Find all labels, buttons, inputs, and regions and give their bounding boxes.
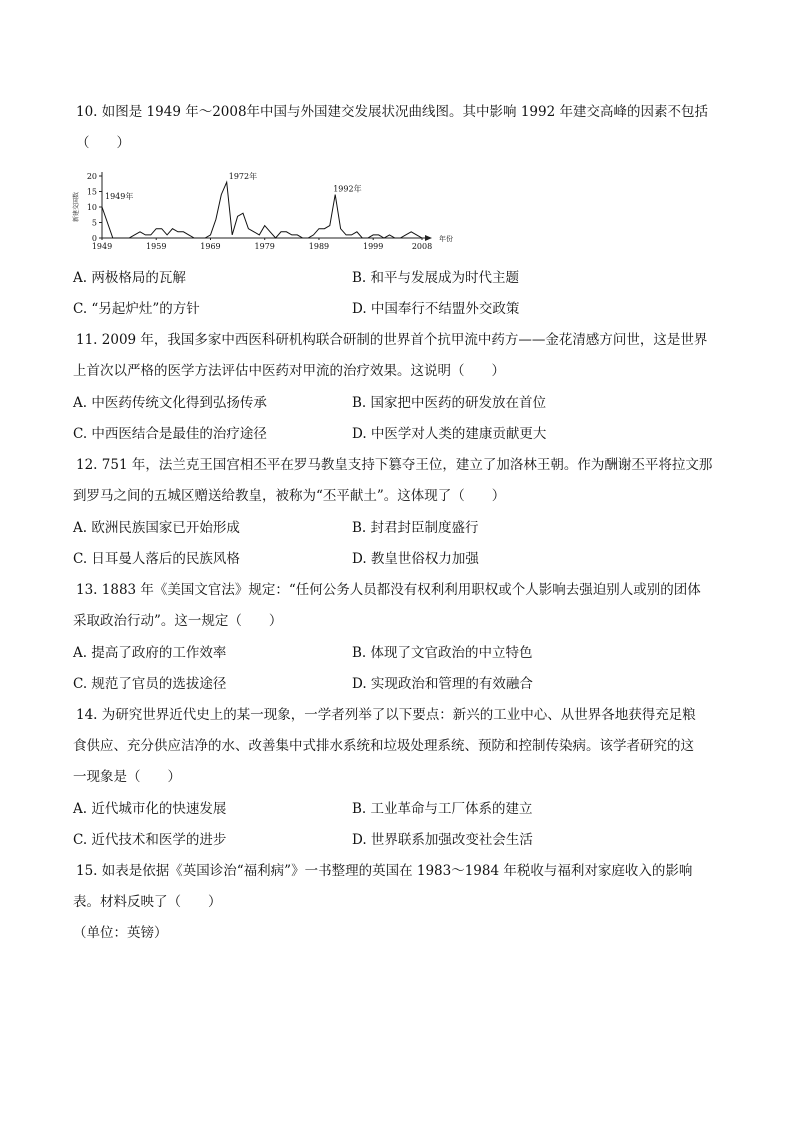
q10-option-c[interactable]: C. “另起炉灶”的方针: [73, 301, 200, 317]
q10-stem-line1: 10. 如图是 1949 年～2008年中国与外国建交发展状况曲线图。其中影响 1992 年建交高峰的因素不包括: [76, 104, 708, 120]
q12-stem-line1: 12. 751 年，法兰克王国宫相丕平在罗马教皇支持下篡夺王位，建立了加洛林王朝。作为酬谢丕平将拉文那: [76, 457, 713, 473]
x-tick-label: 2008: [411, 242, 433, 251]
q11-option-b[interactable]: B. 国家把中医药的研发放在首位: [352, 395, 547, 411]
y-tick-label: 10: [86, 203, 97, 212]
peak-annotation: 1972年: [228, 172, 258, 182]
q13-stem-line2: 采取政治行动”。这一规定（ ）: [73, 613, 283, 629]
q11-stem-line2: 上首次以严格的医学方法评估中医药对甲流的治疗效果。这说明（ ）: [73, 363, 505, 379]
q15-stem-line1: 15. 如表是依据《英国诊治“福利病”》一书整理的英国在 1983～1984 年税收与福利对家庭收入的影响: [76, 863, 693, 879]
q14-stem-line1: 14. 为研究世界近代史上的某一现象，一学者列举了以下要点：新兴的工业中心、从世界各地获得充足粮: [76, 707, 696, 723]
y-tick-label: 5: [91, 218, 97, 228]
y-tick-label: 0: [91, 234, 97, 243]
diplomacy-line-chart: [70, 168, 460, 258]
q12-stem-line2: 到罗马之间的五城区赠送给教皇，被称为“丕平献土”。这体现了（ ）: [73, 488, 506, 504]
x-axis-label: 年份: [439, 235, 453, 243]
q14-option-c[interactable]: C. 近代技术和医学的进步: [73, 832, 227, 848]
q14-option-b[interactable]: B. 工业革命与工厂体系的建立: [352, 801, 533, 817]
q13-option-a[interactable]: A. 提高了政府的工作效率: [73, 645, 227, 661]
q11-option-c[interactable]: C. 中西医结合是最佳的治疗途径: [73, 426, 267, 442]
q12-option-a[interactable]: A. 欧洲民族国家已开始形成: [73, 520, 240, 536]
q15-unit-note: （单位：英镑）: [73, 925, 168, 941]
q11-option-d[interactable]: D. 中医学对人类的建康贡献更大: [352, 426, 547, 442]
q10-option-b[interactable]: B. 和平与发展成为时代主题: [352, 270, 520, 286]
q14-option-a[interactable]: A. 近代城市化的快速发展: [73, 801, 227, 817]
x-tick-label: 1989: [308, 242, 330, 251]
q10-option-d[interactable]: D. 中国奉行不结盟外交政策: [352, 301, 520, 317]
peak-annotation: 1992年: [333, 184, 362, 194]
x-axis-arrow: [425, 235, 432, 241]
y-tick-label: 15: [86, 187, 97, 197]
q11-option-a[interactable]: A. 中医药传统文化得到弘扬传承: [73, 395, 267, 411]
x-tick-label: 1969: [200, 242, 221, 251]
q15-stem-line2: 表。材料反映了（ ）: [73, 894, 222, 910]
q13-option-b[interactable]: B. 体现了文官政治的中立特色: [352, 645, 533, 661]
q14-stem-line3: 一现象是（ ）: [73, 769, 181, 785]
q12-option-b[interactable]: B. 封君封臣制度盛行: [352, 520, 479, 536]
y-tick-label: 20: [86, 172, 97, 181]
peak-annotation: 1949年: [105, 192, 134, 201]
x-tick-label: 1979: [254, 242, 275, 251]
q14-option-d[interactable]: D. 世界联系加强改变社会生活: [352, 832, 533, 848]
q11-stem-line1: 11. 2009 年，我国多家中西医科研机构联合研制的世界首个抗甲流中药方——金花清感方问世，这是世界: [76, 332, 708, 348]
series-line: [102, 182, 422, 238]
q13-option-c[interactable]: C. 规范了官员的选拔途径: [73, 676, 227, 692]
x-tick-label: 1959: [146, 242, 167, 251]
q10-option-a[interactable]: A. 两极格局的瓦解: [73, 270, 186, 286]
q14-stem-line2: 食供应、充分供应洁净的水、改善集中式排水系统和垃圾处理系统、预防和控制传染病。该学者研究的这: [73, 738, 694, 754]
q10-stem-line2: （ ）: [76, 135, 130, 151]
y-axis-label: 新建交国数: [73, 191, 80, 223]
x-tick-label: 1999: [363, 242, 384, 251]
q12-option-c[interactable]: C. 日耳曼人落后的民族风格: [73, 551, 240, 567]
x-tick-label: 1949: [91, 242, 113, 251]
q13-stem-line1: 13. 1883 年《美国文官法》规定：“任何公务人员都没有权利利用职权或个人影响去强迫别人或别的团体: [76, 582, 701, 598]
chart-svg: [70, 168, 460, 258]
q12-option-d[interactable]: D. 教皇世俗权力加强: [352, 551, 479, 567]
q13-option-d[interactable]: D. 实现政治和管理的有效融合: [352, 676, 533, 692]
